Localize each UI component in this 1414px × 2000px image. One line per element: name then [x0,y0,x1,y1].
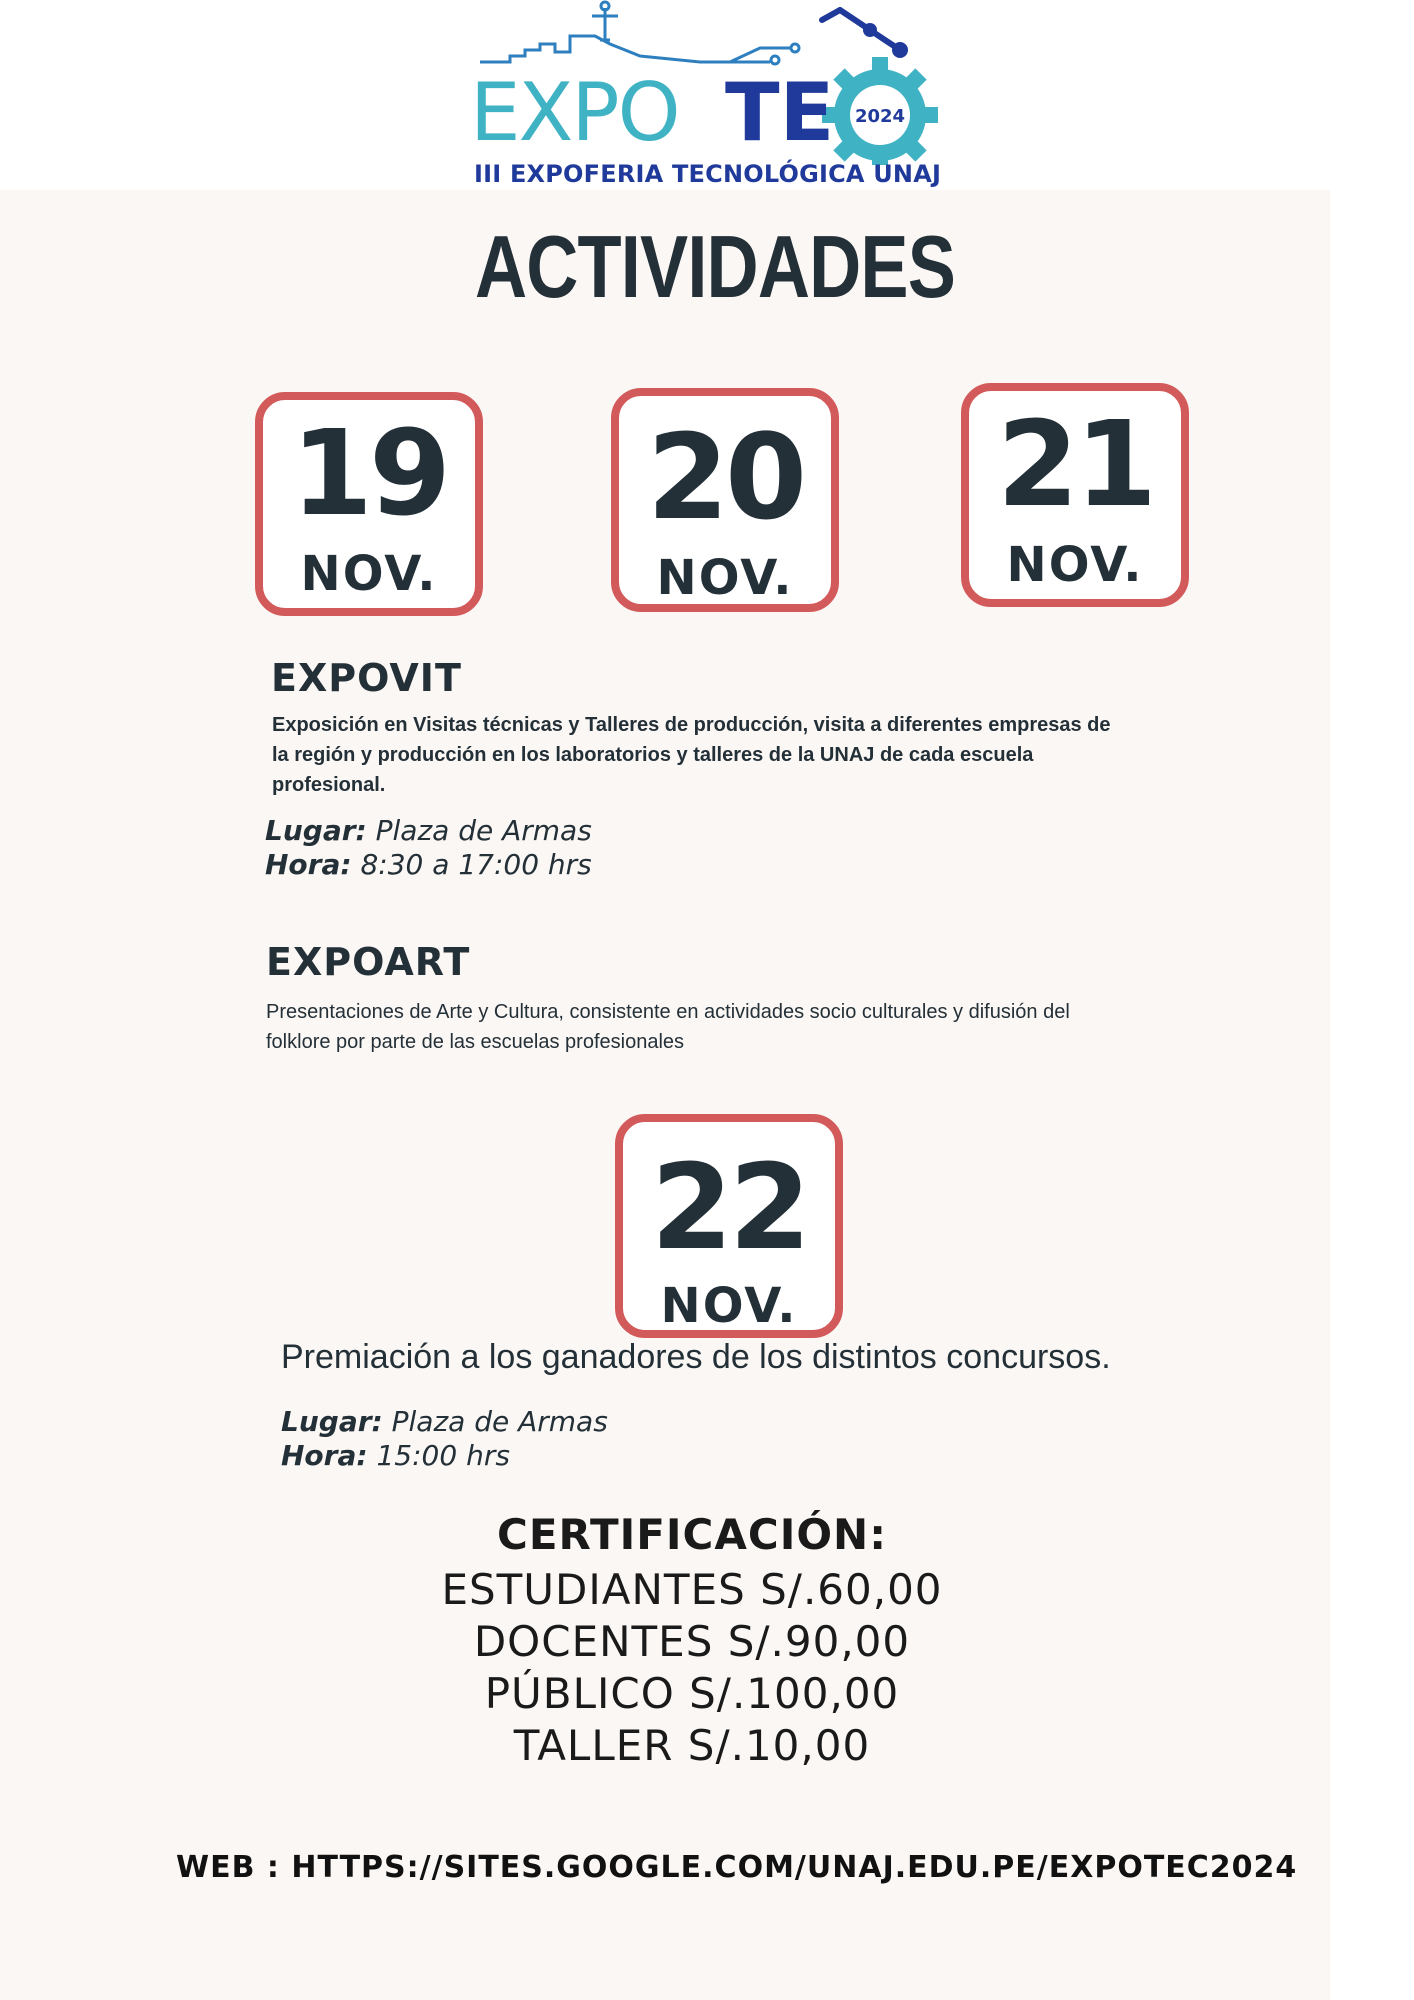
time-value: 8:30 a 17:00 hrs [360,848,592,881]
date-month: NOV. [660,1278,798,1334]
time-row [281,1439,608,1473]
date-month: NOV. [1006,537,1144,593]
description-line: Presentaciones de Arte y Cultura, consistente en actividades socio culturales y difusión del [266,1001,1070,1023]
place-row [265,814,592,848]
time-label: Hora: [281,1439,368,1472]
expovit-description [272,710,1111,800]
place-label: Lugar: [265,814,367,847]
logo-name-part2: TE [725,66,835,159]
logo-name-part1: EXPO [470,66,679,159]
price-teachers: DOCENTES S/.90,00 [473,1617,911,1666]
place-row [281,1405,608,1439]
time-row [265,848,592,882]
date-box-22 [615,1114,843,1338]
expoart-title: EXPOART [266,940,471,984]
description-line: folklore por parte de las escuelas profesionales [266,1031,685,1053]
date-day: 20 [646,408,804,546]
place-label: Lugar: [281,1405,383,1438]
price-students: ESTUDIANTES S/.60,00 [441,1565,943,1614]
place-value: Plaza de Armas [391,1405,608,1438]
date-box-20 [611,388,839,612]
date-day: 19 [290,404,448,542]
expovit-details [265,814,592,882]
date-month: NOV. [300,546,438,602]
certification-title: CERTIFICACIÓN: [497,1510,887,1559]
date-box-21 [961,383,1189,607]
logo-graphic [470,0,940,165]
date-month: NOV. [656,550,794,606]
website-link[interactable]: WEB : HTTPS://SITES.GOOGLE.COM/UNAJ.EDU.PE/EXPOTEC2024 [176,1850,1298,1885]
time-label: Hora: [265,848,352,881]
date-day: 22 [650,1138,808,1276]
award-details [281,1405,608,1473]
expotec-logo [470,0,940,195]
place-value: Plaza de Armas [375,814,592,847]
page-title: ACTIVIDADES [474,217,956,316]
price-public: PÚBLICO S/.100,00 [484,1669,900,1718]
description-line: Exposición en Visitas técnicas y Talleres de producción, visita a diferentes empresas de [272,714,1111,736]
date-day: 21 [996,395,1154,533]
expovit-title: EXPOVIT [271,656,462,700]
logo-year: 2024 [854,106,906,127]
award-description: Premiación a los ganadores de los distintos concursos. [281,1338,1111,1376]
logo-subtitle: III EXPOFERIA TECNOLÓGICA UNAJ [474,160,942,188]
time-value: 15:00 hrs [376,1439,510,1472]
expoart-description [266,997,1070,1057]
date-box-19 [255,392,483,616]
description-line: profesional. [272,774,386,796]
price-workshop: TALLER S/.10,00 [513,1721,871,1770]
description-line: la región y producción en los laboratorios y talleres de la UNAJ de cada escuela [272,744,1034,766]
